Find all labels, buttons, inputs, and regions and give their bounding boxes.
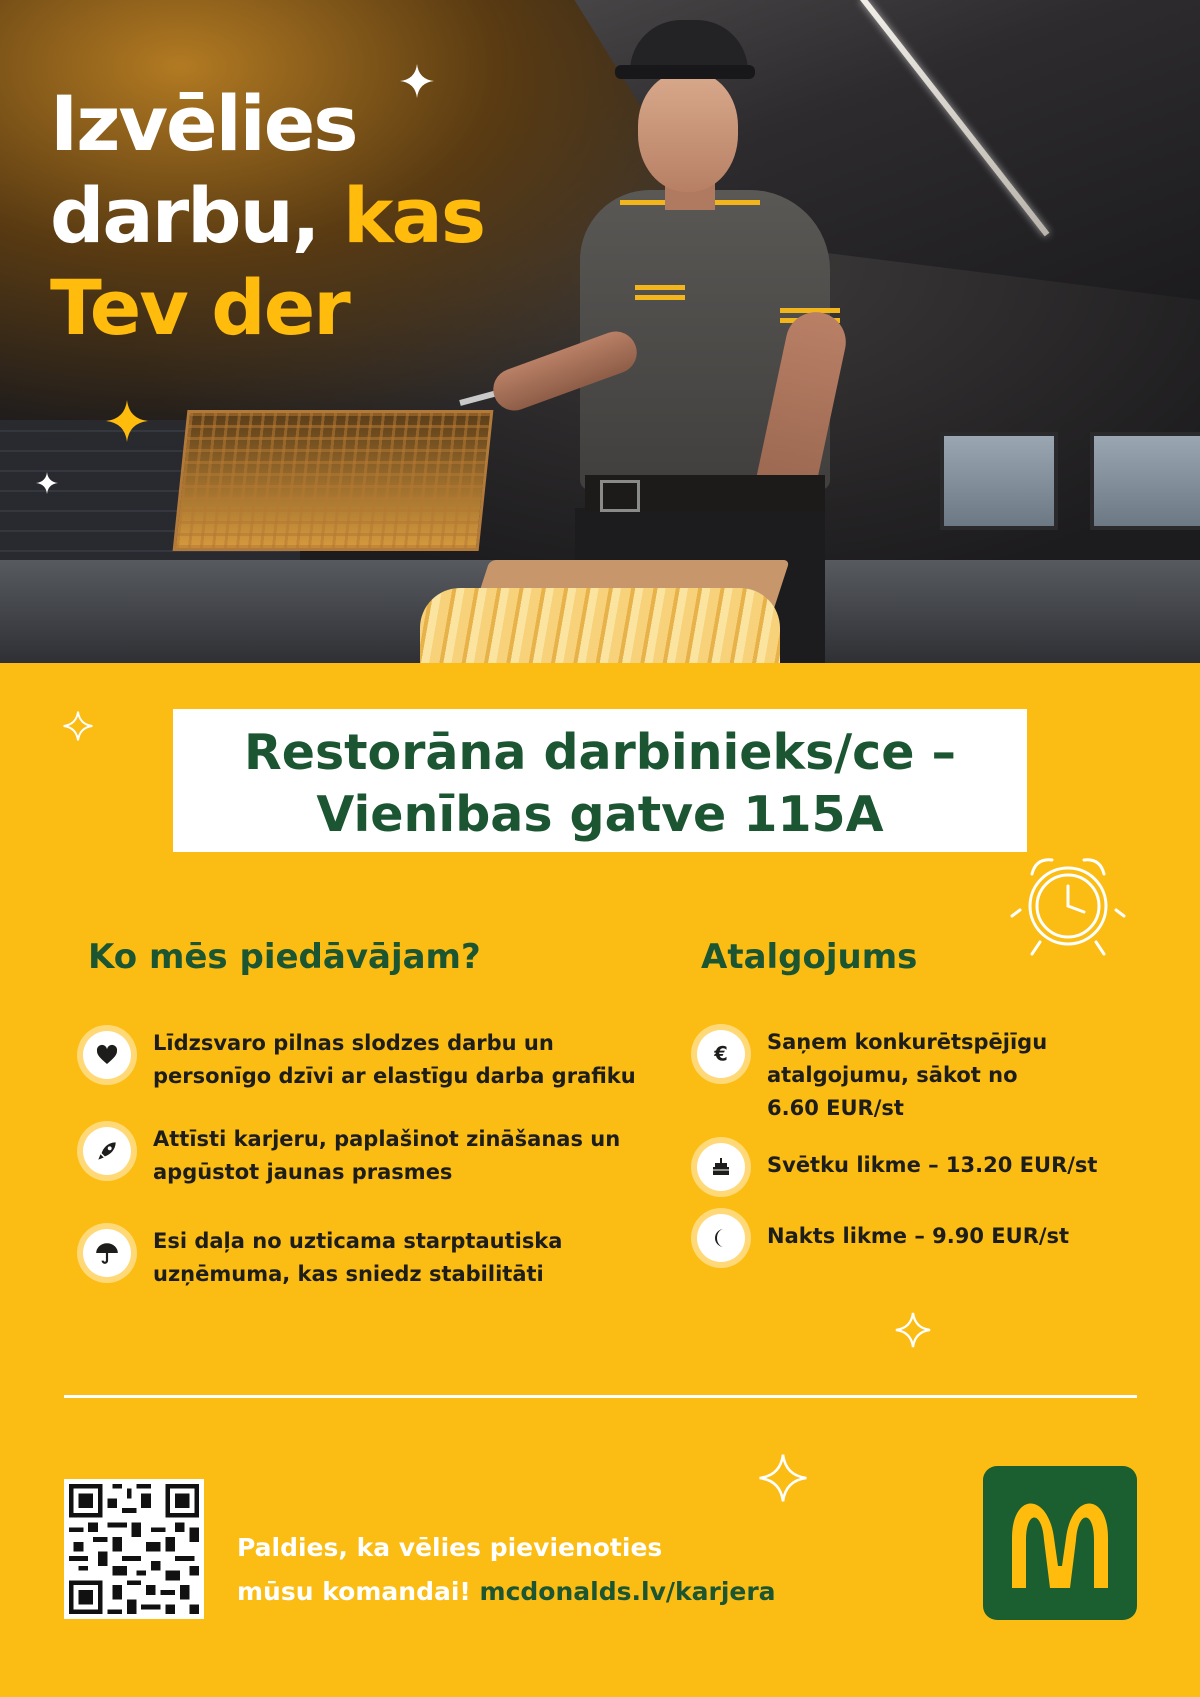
pay-rate-night: Nakts likme – 9.90 EUR/st	[767, 1224, 1070, 1248]
sparkle-outline-icon	[894, 1311, 932, 1349]
window	[1090, 432, 1200, 530]
footer-line: mūsu komandai!	[237, 1577, 471, 1606]
fries	[420, 588, 780, 663]
mcdonalds-logo	[983, 1466, 1137, 1620]
pay-item-text	[767, 1220, 1069, 1253]
pay-item-text	[767, 1026, 1047, 1125]
pay-item-line: Saņem konkurētspējīgu	[767, 1030, 1048, 1054]
headline-highlight: kas	[343, 171, 485, 260]
sparkle-icon	[400, 64, 434, 98]
sparkle-outline-icon	[757, 1452, 809, 1504]
pay-item	[697, 1143, 1097, 1191]
offer-item-text	[153, 1225, 562, 1291]
offer-item-line: Esi daļa no uzticama starptautiska	[153, 1229, 563, 1253]
job-location: Vienības gatve 115A	[316, 786, 884, 843]
euro-icon	[697, 1030, 745, 1078]
offer-section-title: Ko mēs piedāvājam?	[88, 937, 481, 977]
svg-text:€: €	[714, 1042, 728, 1066]
cake-icon	[697, 1143, 745, 1191]
offer-item-line: Līdzsvaro pilnas slodzes darbu un	[153, 1031, 554, 1055]
qr-code[interactable]	[64, 1479, 204, 1619]
pocket-stripe	[635, 285, 685, 290]
hero-headline	[50, 78, 484, 354]
heart-icon	[83, 1031, 131, 1079]
alarm-clock-icon	[1010, 846, 1126, 964]
rocket-icon	[83, 1127, 131, 1175]
job-title	[173, 709, 1027, 846]
sparkle-icon	[36, 472, 58, 494]
pay-section-title: Atalgojums	[701, 937, 918, 977]
pay-item	[697, 1030, 1047, 1125]
offer-item-text	[153, 1027, 636, 1093]
employee-face	[638, 72, 738, 192]
golden-arches-icon	[1004, 1498, 1116, 1588]
footer-line: Paldies, ka vēlies pievienoties	[237, 1533, 663, 1562]
offer-item-line: apgūstot jaunas prasmes	[153, 1160, 453, 1184]
pay-item-line: atalgojumu, sākot no	[767, 1063, 1018, 1087]
footer-message	[237, 1526, 776, 1614]
offer-item	[83, 1229, 562, 1291]
pay-item	[697, 1214, 1069, 1262]
offer-item	[83, 1031, 636, 1093]
collar-stripe	[620, 200, 670, 205]
fryer-basket	[173, 410, 494, 551]
divider	[64, 1395, 1137, 1398]
pocket-stripe	[635, 295, 685, 300]
headline-line: Izvēlies	[50, 79, 357, 168]
offer-item-line: personīgo dzīvi ar elastīgu darba grafiku	[153, 1064, 636, 1088]
job-title-line: Restorāna darbinieks/ce –	[243, 724, 957, 781]
collar-stripe	[710, 200, 760, 205]
moon-icon	[697, 1214, 745, 1262]
offer-item-line: uzņēmuma, kas sniedz stabilitāti	[153, 1262, 544, 1286]
cap-brim	[615, 65, 755, 79]
offer-item-text	[153, 1123, 620, 1189]
headline-line: darbu,	[50, 171, 319, 260]
headline-highlight: Tev der	[50, 263, 349, 352]
pay-rate-base: 6.60 EUR/st	[767, 1096, 904, 1120]
sparkle-icon	[106, 400, 148, 442]
job-title-box	[173, 709, 1027, 852]
hero-photo	[0, 0, 1200, 663]
careers-link[interactable]: mcdonalds.lv/karjera	[479, 1577, 776, 1606]
pay-rate-holiday: Svētku likme – 13.20 EUR/st	[767, 1153, 1098, 1177]
offer-item-line: Attīsti karjeru, paplašinot zināšanas un	[153, 1127, 621, 1151]
umbrella-icon	[83, 1229, 131, 1277]
window	[940, 432, 1058, 530]
pay-item-text	[767, 1149, 1097, 1182]
offer-item	[83, 1127, 620, 1189]
sparkle-outline-icon	[62, 710, 94, 742]
belt-buckle	[600, 480, 640, 512]
